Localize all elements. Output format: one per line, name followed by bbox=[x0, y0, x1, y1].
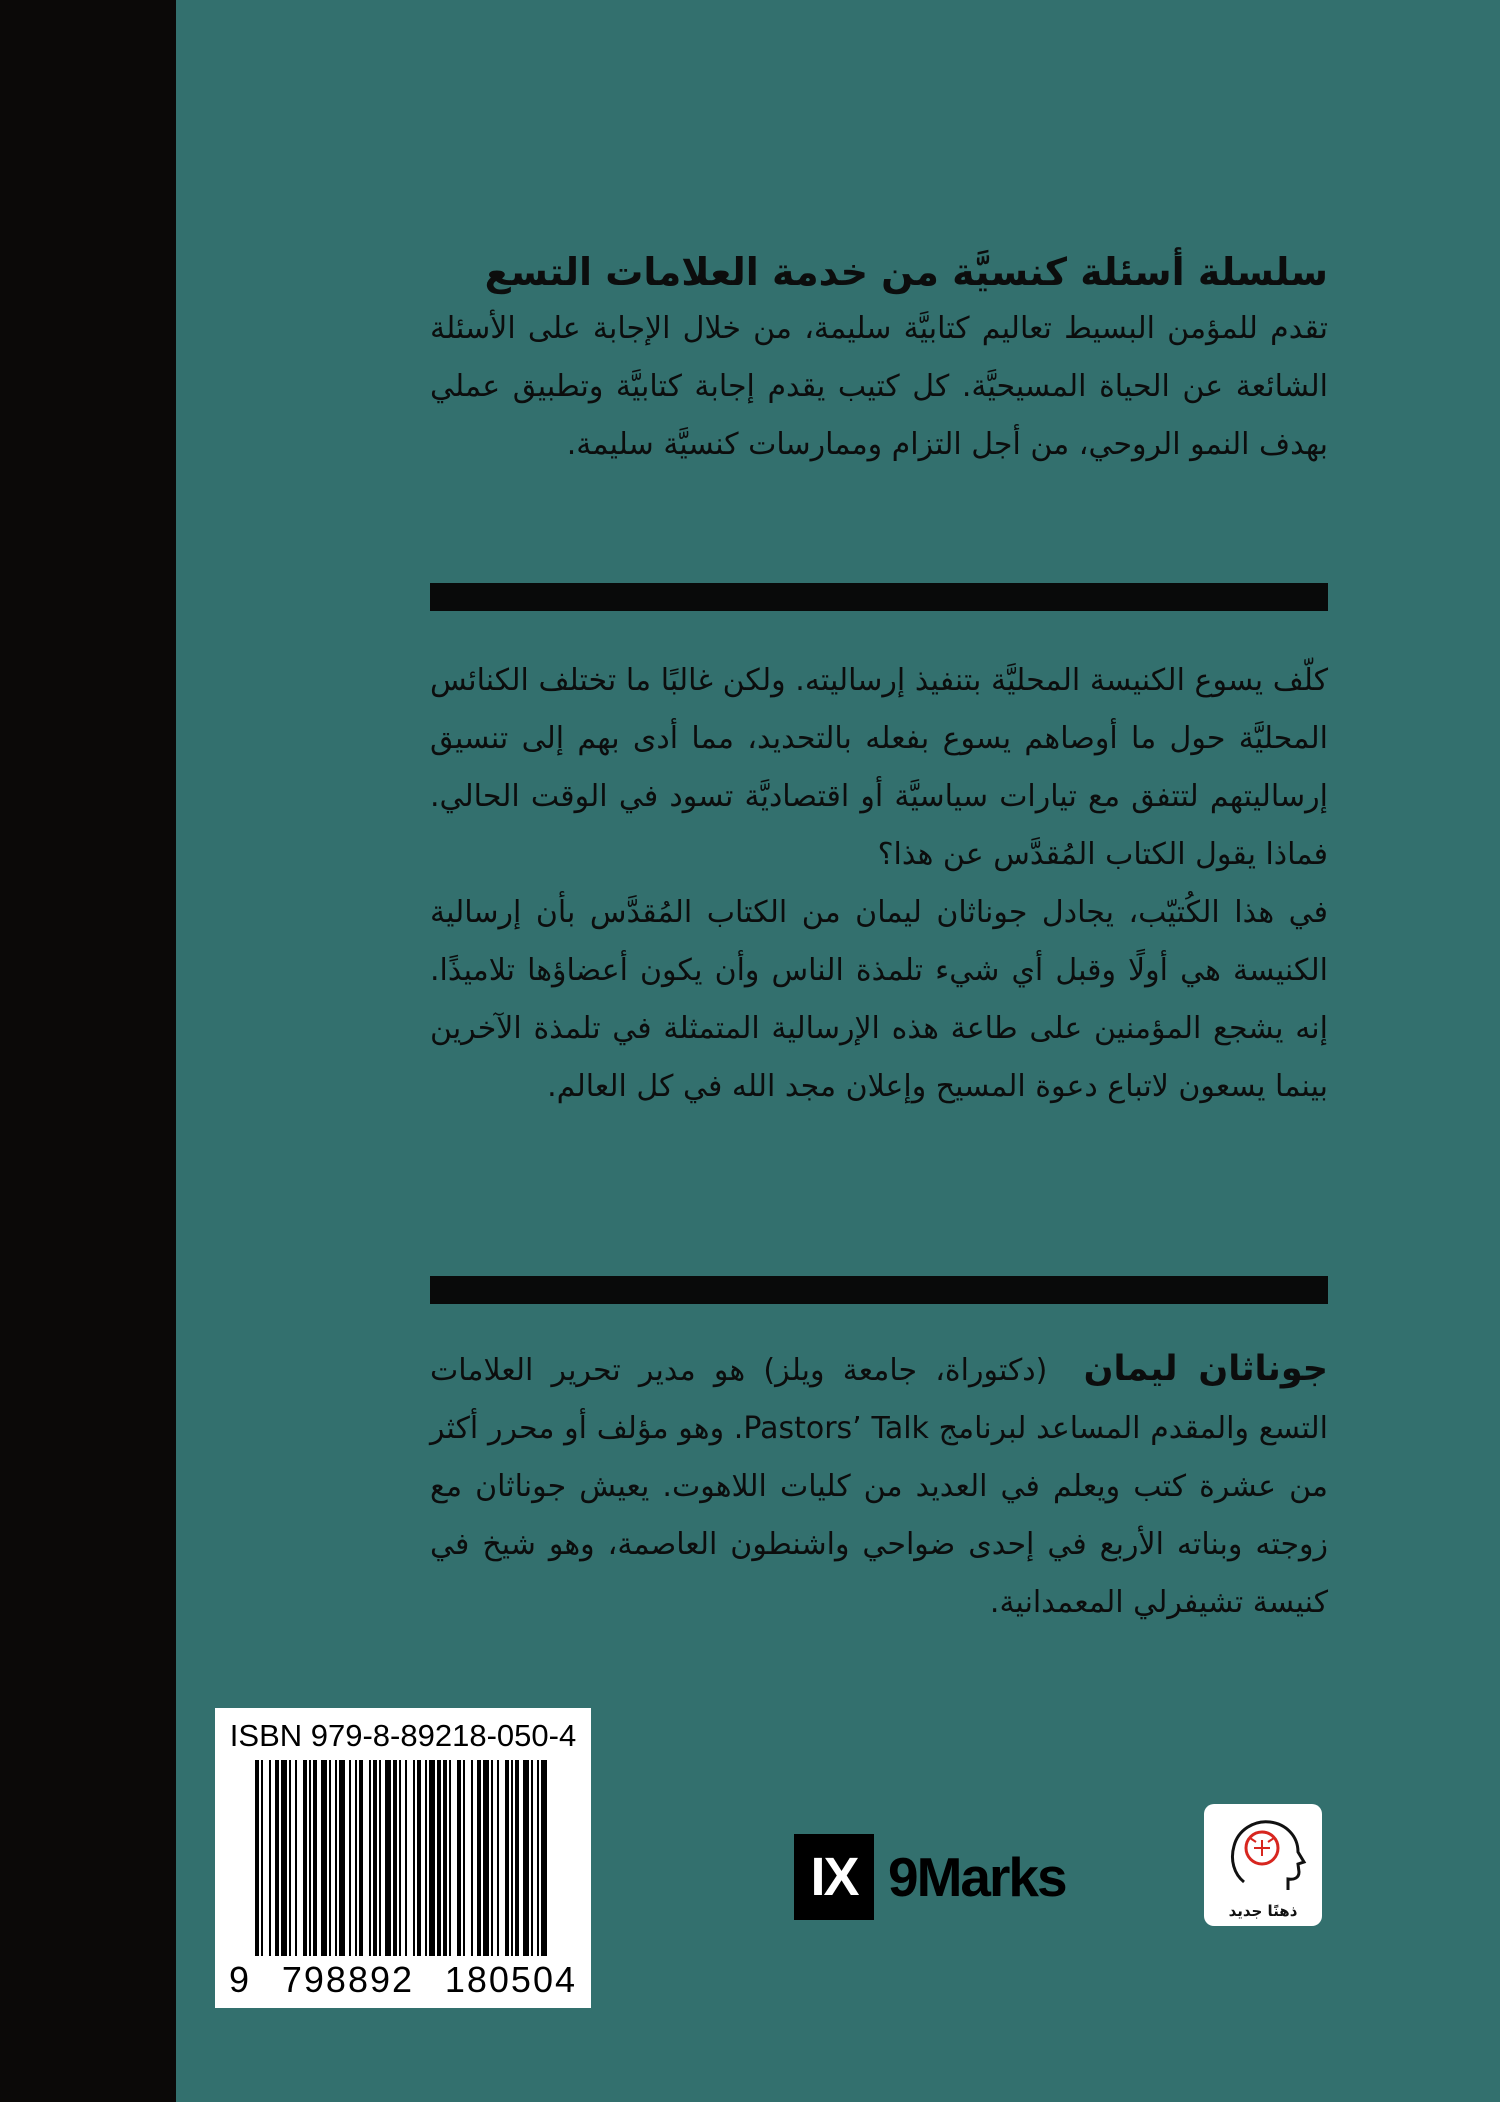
barcode-bar bbox=[425, 1760, 427, 1956]
barcode-bar bbox=[295, 1760, 297, 1956]
main-description bbox=[430, 652, 1328, 1116]
main-paragraph-2: في هذا الكُتيّب، يجادل جوناثان ليمان من الكتاب المُقدَّس بأن إرسالية الكنيسة هي أولًا وقبل أي شيء تلمذة الناس وأن يكون أعضاؤها تلاميذًا. إنه يشجع المؤمنين على طاعة هذه الإرسالية المتمثلة في تلمذة الآخرين بينما يسعون لاتباع دعوة المسيح وإعلان مجد الله في كل العالم. bbox=[430, 895, 1328, 1104]
ninemarks-logo bbox=[794, 1834, 1066, 1920]
barcode-digits bbox=[229, 1960, 577, 2000]
barcode-bar bbox=[541, 1760, 547, 1956]
barcode-bar bbox=[449, 1760, 451, 1956]
barcode-bar bbox=[303, 1760, 307, 1956]
barcode-bar bbox=[349, 1760, 351, 1956]
head-profile-icon bbox=[1204, 1804, 1322, 1904]
barcode-bar bbox=[313, 1760, 317, 1956]
barcode-bar bbox=[329, 1760, 331, 1956]
barcode-bar bbox=[275, 1760, 279, 1956]
barcode-bar bbox=[491, 1760, 493, 1956]
barcode-bar bbox=[515, 1760, 519, 1956]
barcode-bar bbox=[523, 1760, 529, 1956]
author-name: جوناثان ليمان bbox=[1083, 1349, 1328, 1389]
isbn-barcode bbox=[215, 1708, 591, 2008]
barcode-digit-first: 9 bbox=[229, 1959, 252, 2000]
barcode-bar bbox=[289, 1760, 291, 1956]
ix-mark: IX bbox=[794, 1834, 874, 1920]
barcode-bar bbox=[359, 1760, 363, 1956]
barcode-bar bbox=[321, 1760, 327, 1956]
barcode-bar bbox=[483, 1760, 489, 1956]
intro-paragraph: تقدم للمؤمن البسيط تعاليم كتابيَّة سليمة، من خلال الإجابة على الأسئلة الشائعة عن الحياة المسيحيَّة. كل كتيب يقدم إجابة كتابيَّة وتطبيق عملي بهدف النمو الروحي، من أجل التزام وممارسات كنسيَّة سليمة. bbox=[430, 311, 1328, 462]
barcode-bar bbox=[537, 1760, 539, 1956]
publisher-logo bbox=[1204, 1804, 1322, 1926]
barcode-bar bbox=[335, 1760, 337, 1956]
divider-bar-1 bbox=[430, 583, 1328, 611]
isbn-label: ISBN 979-8-89218-050-4 bbox=[229, 1718, 577, 1753]
main-paragraph-1: كلّف يسوع الكنيسة المحليَّة بتنفيذ إرساليته. ولكن غالبًا ما تختلف الكنائس المحليَّة حول ما أوصاهم يسوع بفعله بالتحديد، مما أدى بهم إلى تنسيق إرساليتهم لتتفق مع تيارات سياسيَّة أو اقتصاديَّة تسود في الوقت الحالي. فماذا يقول الكتاب المُقدَّس عن هذا؟ bbox=[430, 663, 1328, 872]
barcode-bar bbox=[393, 1760, 397, 1956]
book-spine bbox=[0, 0, 176, 2102]
barcode-bar bbox=[477, 1760, 481, 1956]
barcode-bar bbox=[429, 1760, 435, 1956]
barcode-bar bbox=[269, 1760, 271, 1956]
barcode-bar bbox=[369, 1760, 371, 1956]
barcode-bar bbox=[355, 1760, 357, 1956]
barcode-bar bbox=[399, 1760, 401, 1956]
barcode-bar bbox=[385, 1760, 391, 1956]
divider-bar-2 bbox=[430, 1276, 1328, 1304]
series-title: سلسلة أسئلة كنسيَّة من خدمة العلامات التسع bbox=[484, 250, 1328, 294]
barcode-bar bbox=[471, 1760, 473, 1956]
barcode-bar bbox=[413, 1760, 415, 1956]
barcode-bar bbox=[505, 1760, 509, 1956]
barcode-bar bbox=[497, 1760, 499, 1956]
barcode-bar bbox=[463, 1760, 465, 1956]
barcode-bar bbox=[437, 1760, 441, 1956]
barcode-digit-group-1: 798892 bbox=[281, 1959, 415, 2000]
barcode-bar bbox=[255, 1760, 259, 1956]
barcode-bar bbox=[309, 1760, 311, 1956]
ninemarks-name: 9Marks bbox=[888, 1846, 1066, 1908]
barcode-bar bbox=[457, 1760, 461, 1956]
author-bio bbox=[430, 1340, 1328, 1632]
barcode-bar bbox=[511, 1760, 513, 1956]
author-bio-text: (دكتوراة، جامعة ويلز) هو مدير تحرير العلامات التسع والمقدم المساعد لبرنامج Pastors’ Talk. وهو مؤلف أو محرر أكثر من عشرة كتب ويعلم في العديد من كليات اللاهوت. يعيش جوناثان مع زوجته وبناته الأربع في إحدى ضواحي واشنطون العاصمة، وهو شيخ في كنيسة تشيفرلي المعمدانية. bbox=[430, 1353, 1328, 1620]
barcode-bar bbox=[405, 1760, 407, 1956]
publisher-name: ذهنًا جديد bbox=[1228, 1902, 1298, 1920]
barcode-bar bbox=[281, 1760, 287, 1956]
barcode-bar bbox=[379, 1760, 381, 1956]
barcode-bar bbox=[417, 1760, 421, 1956]
barcode-bar bbox=[261, 1760, 263, 1956]
barcode-digit-group-2: 180504 bbox=[444, 1959, 577, 2000]
barcode-bar bbox=[443, 1760, 447, 1956]
barcode-bar bbox=[373, 1760, 377, 1956]
barcode-bar bbox=[531, 1760, 533, 1956]
barcode-bars bbox=[247, 1760, 559, 1956]
barcode-bar bbox=[339, 1760, 345, 1956]
